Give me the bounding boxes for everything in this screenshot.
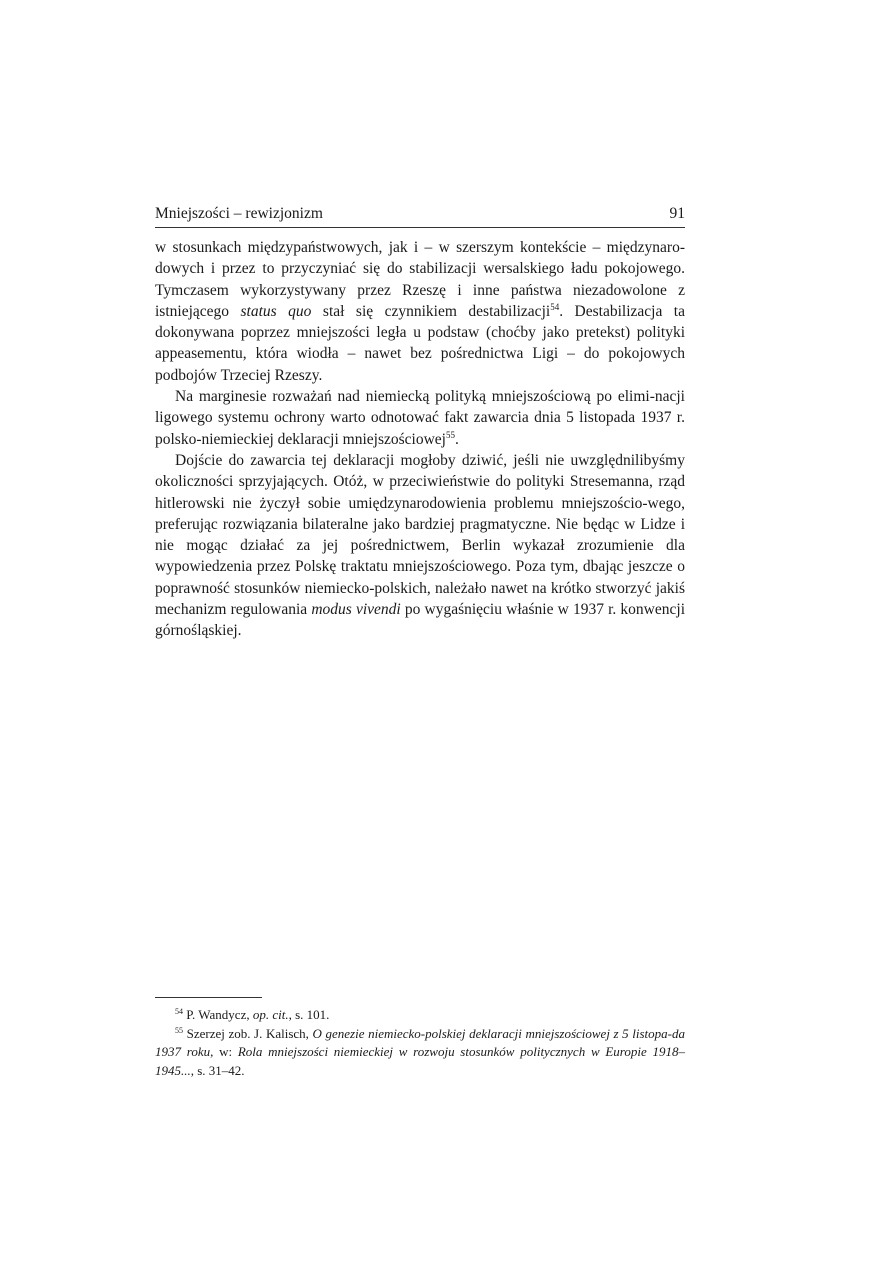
footnote-marker: 54 xyxy=(175,1007,183,1016)
text-run: Szerzej zob. J. Kalisch, xyxy=(183,1025,313,1041)
italic-text: modus vivendi xyxy=(311,601,401,619)
italic-text: Rola mniejszości niemieckiej w rozwoju stosunków politycznych w Europie 1918–1945... xyxy=(155,1044,685,1078)
text-run: . xyxy=(454,430,459,448)
footnote-marker: 55 xyxy=(445,429,455,440)
text-run: Na marginesie rozważań nad niemiecką polityką mniejszościową po elimi-nacji ligowego systemu ochrony warto odnotować fakt zawarcia dnia 5 listopada 1937 r. polsko-niemieckiej deklaracji mniejszościowej xyxy=(155,388,685,448)
footnote-marker: 55 xyxy=(175,1025,183,1035)
footnote xyxy=(155,1006,685,1025)
body-text xyxy=(155,237,685,642)
footnote xyxy=(155,1025,685,1081)
paragraph xyxy=(155,386,685,450)
footnote-separator xyxy=(155,997,262,998)
text-run: , w: xyxy=(210,1044,238,1059)
page-header xyxy=(155,205,685,228)
footnotes xyxy=(155,1006,685,1080)
text-run: Dojście do zawarcia tej deklaracji mogłoby dziwić, jeśli nie uwzględnilibyśmy okoliczności sprzyjających. Otóż, w przeciwieństwie do polityki Stresemanna, rząd hitlerowski nie życzył sobie umiędzynarodowienia problemu mniejszościo-wego, preferując rozwiązania bilateralne jako bardziej pragmatyczne. Nie będąc w Lidze i nie mogąc działać za jej pośrednictwem, Berlin wykazał zrozumienie dla wypowiedzenia przez Polskę traktatu mniejszościowego. Poza tym, dbając jeszcze o poprawność stosunków niemiecko-polskich, należało nawet na krótko stworzyć jakiś mechanizm regulowania xyxy=(155,451,685,619)
text-run: , s. 31–42. xyxy=(190,1062,245,1078)
running-title: Mniejszości – rewizjonizm xyxy=(155,205,323,222)
text-run: stał się czynnikiem destabilizacji xyxy=(311,302,551,320)
text-run: po wygaśnięciu właśnie w 1937 r. konwencji górnośląskiej. xyxy=(155,601,686,640)
paragraph xyxy=(155,237,685,386)
italic-text: O genezie niemiecko-polskiej deklaracji mniejszościowej z 5 listopa-da 1937 roku xyxy=(155,1025,686,1059)
text-run: w stosunkach międzypaństwowych, jak i – w szerszym kontekście – międzynaro-dowych i przez to przyczyniać się do stabilizacji wersalskiego ładu pokojowego. Tymczasem wykorzystywany przez Rzeszę i inne państwa niezadowolone z istniejącego xyxy=(155,239,685,320)
page-number: 91 xyxy=(669,205,685,222)
text-run: , s. 101. xyxy=(288,1007,330,1022)
italic-text: op. cit. xyxy=(252,1007,289,1022)
footnote-marker: 54 xyxy=(550,301,560,312)
text-run: . Destabilizacja ta dokonywana poprzez mniejszości legła u podstaw (choćby jako pretekst) polityki appeasementu, która wiodła – nawet bez pośrednictwa Ligi – do pokojowych podbojów Trzeciej Rzeszy. xyxy=(155,302,685,384)
italic-text: status quo xyxy=(240,302,312,320)
paragraph xyxy=(155,450,685,642)
text-run: P. Wandycz, xyxy=(183,1007,253,1022)
